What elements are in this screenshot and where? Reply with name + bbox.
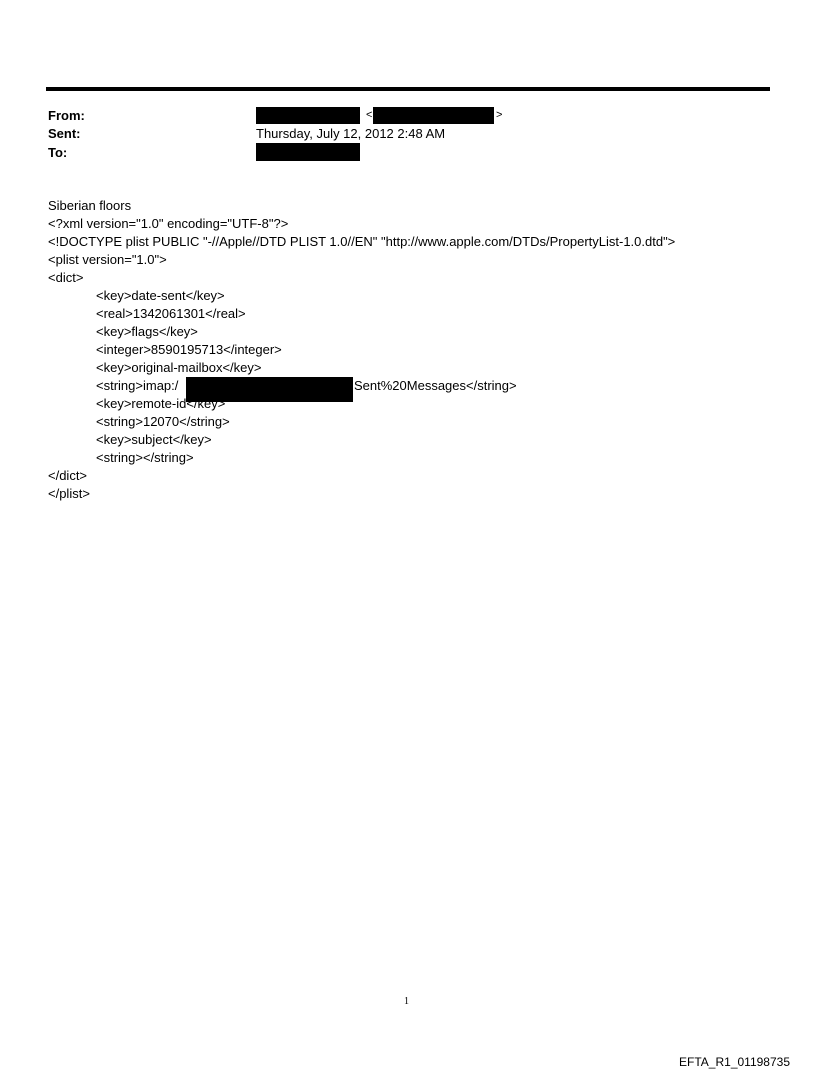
page-number: 1 bbox=[404, 996, 409, 1007]
key-original-mailbox: <key>original-mailbox</key> bbox=[96, 360, 262, 375]
sent-label: Sent: bbox=[48, 126, 81, 141]
doctype-line: <!DOCTYPE plist PUBLIC "-//Apple//DTD PLIST 1.0//EN" "http://www.apple.com/DTDs/PropertyList-1.0.dtd"> bbox=[48, 234, 676, 249]
integer-value-line: <integer>8590195713</integer> bbox=[96, 342, 282, 357]
key-flags: <key>flags</key> bbox=[96, 324, 198, 339]
key-remote-id: <key>remote-id</key> bbox=[96, 396, 226, 411]
sent-value: Thursday, July 12, 2012 2:48 AM bbox=[256, 126, 446, 141]
string-imap-prefix: <string>imap:/ bbox=[96, 378, 179, 393]
bates-number: EFTA_R1_01198735 bbox=[679, 1055, 790, 1069]
from-email-redaction bbox=[373, 107, 494, 124]
to-redaction bbox=[256, 143, 360, 161]
from-email-open-bracket: < bbox=[366, 109, 373, 121]
dict-open-line: <dict> bbox=[48, 270, 84, 285]
from-email-close-bracket: > bbox=[496, 109, 503, 121]
string-remote-id-value: <string>12070</string> bbox=[96, 414, 230, 429]
plist-close-line: </plist> bbox=[48, 486, 90, 501]
from-label: From: bbox=[48, 108, 85, 123]
plist-open-line: <plist version="1.0"> bbox=[48, 252, 167, 267]
key-subject: <key>subject</key> bbox=[96, 432, 212, 447]
subject-line: Siberian floors bbox=[48, 198, 132, 213]
dict-close-line: </dict> bbox=[48, 468, 88, 483]
to-label: To: bbox=[48, 145, 68, 160]
key-date-sent: <key>date-sent</key> bbox=[96, 288, 225, 303]
header-divider bbox=[46, 87, 770, 91]
xml-declaration: <?xml version="1.0" encoding="UTF-8"?> bbox=[48, 216, 289, 231]
string-empty-line: <string></string> bbox=[96, 450, 194, 465]
from-name-redaction bbox=[256, 107, 360, 124]
real-value-line: <real>1342061301</real> bbox=[96, 306, 246, 321]
string-imap-suffix: Sent%20Messages</string> bbox=[354, 378, 517, 393]
